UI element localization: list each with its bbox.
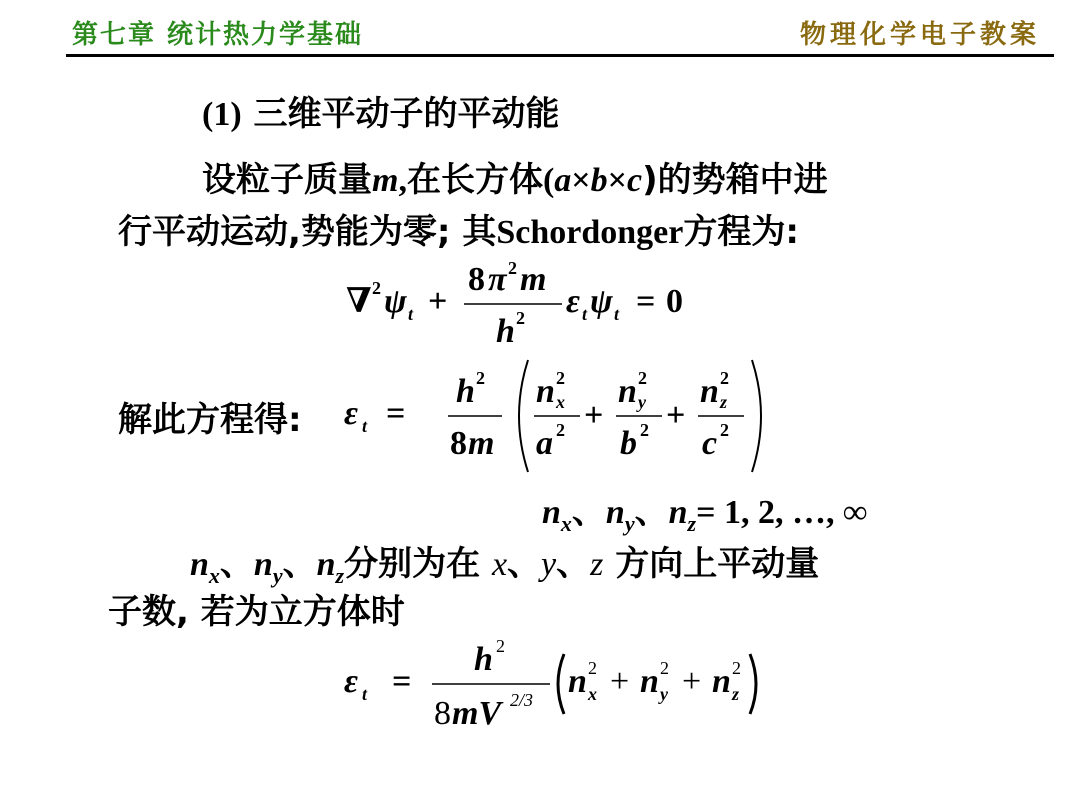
quantum-number-range: $n_x$、$n_y$、$n_z= 1$, 2, …, ∞ [542, 492, 868, 536]
svg-text:2: 2 [640, 420, 649, 440]
range-text: = 1, 2, …, ∞ [696, 494, 868, 531]
intro-line-2 [118, 204, 799, 253]
svg-text:=: = [392, 663, 412, 700]
explain-line-1: $n_x$、$n_y$、$n_z$分别为在 x、y、z 方向上平动量 [190, 544, 820, 588]
separator: 、 [634, 492, 669, 532]
svg-text:2: 2 [372, 278, 381, 298]
svg-text:+: + [682, 663, 702, 700]
svg-text:π: π [488, 261, 507, 298]
svg-text:y: y [638, 392, 646, 412]
svg-text:+: + [610, 663, 630, 700]
header-divider [66, 54, 1054, 57]
svg-text:∇: ∇ [346, 283, 372, 320]
times-sign: × [607, 162, 628, 199]
schrodinger-equation [340, 254, 720, 350]
svg-text:2: 2 [720, 368, 729, 388]
svg-text:ε: ε [344, 663, 358, 700]
section-heading [202, 86, 560, 135]
svg-text:ε: ε [566, 283, 580, 320]
solve-label: 解此方程得: [118, 400, 302, 440]
svg-text:+: + [428, 283, 448, 320]
separator: 、 [507, 544, 542, 584]
section-number: (1) [202, 96, 242, 133]
separator: 、 [282, 544, 317, 584]
svg-text:2: 2 [556, 420, 565, 440]
svg-text:z: z [720, 392, 728, 412]
axis-x: x [491, 546, 508, 583]
svg-text:t: t [362, 416, 368, 436]
times-sign: × [571, 162, 591, 199]
section-title: 三维平动子的平动能 [253, 94, 560, 134]
svg-text:8: 8 [450, 425, 467, 462]
intro-text: )的势箱中进 [642, 160, 828, 200]
svg-text:2: 2 [660, 658, 669, 678]
svg-text:n: n [536, 373, 555, 410]
svg-text:2: 2 [720, 420, 729, 440]
svg-text:2: 2 [476, 368, 485, 388]
separator: 、 [219, 544, 254, 584]
dim-b: b [590, 162, 608, 199]
svg-text:n: n [568, 663, 587, 700]
intro-text: ,在长方体( [398, 162, 555, 199]
explain-text: 分别为在 [344, 544, 481, 584]
svg-text:t: t [362, 684, 368, 704]
svg-text:ψ: ψ [590, 283, 613, 320]
equation-name: Schordonger [496, 214, 684, 251]
dim-c: c [627, 162, 643, 199]
svg-text:mV: mV [452, 695, 502, 732]
cube-energy-equation [340, 630, 800, 740]
svg-text:8: 8 [468, 261, 485, 298]
svg-text:n: n [618, 373, 637, 410]
svg-text:h: h [474, 641, 493, 678]
svg-text:x: x [588, 684, 597, 704]
course-header: 物理化学电子教案 [799, 20, 1040, 50]
svg-text:h: h [496, 313, 515, 350]
svg-text:0: 0 [666, 283, 683, 320]
svg-text:+: + [666, 397, 686, 434]
svg-text:t: t [614, 304, 620, 324]
svg-text:c: c [702, 425, 718, 462]
mass-symbol: m [372, 162, 399, 199]
svg-text:t: t [582, 304, 588, 324]
svg-text:2: 2 [496, 636, 505, 656]
intro-text: 设粒子质量 [202, 160, 372, 200]
axis-z: z [590, 546, 604, 583]
svg-text:2: 2 [638, 368, 647, 388]
intro-text: 方程为: [683, 212, 799, 252]
svg-text:n: n [700, 373, 719, 410]
svg-text:+: + [584, 397, 604, 434]
intro-text: 行平动运动,势能为零; 其 [118, 212, 497, 252]
svg-text:=: = [386, 395, 406, 432]
svg-text:2: 2 [556, 368, 565, 388]
svg-text:2: 2 [732, 658, 741, 678]
svg-text:2/3: 2/3 [510, 690, 534, 710]
svg-text:t: t [408, 304, 414, 324]
svg-text:2: 2 [516, 308, 525, 328]
svg-text:2: 2 [588, 658, 597, 678]
svg-text:ψ: ψ [384, 283, 407, 320]
svg-text:h: h [456, 373, 475, 410]
svg-text:8: 8 [434, 695, 451, 732]
svg-text:b: b [620, 425, 637, 462]
svg-text:m: m [468, 425, 495, 462]
svg-text:a: a [536, 425, 553, 462]
svg-text:2: 2 [508, 258, 517, 278]
separator: 、 [571, 492, 606, 532]
energy-equation [340, 350, 780, 484]
svg-text:n: n [712, 663, 731, 700]
svg-text:ε: ε [344, 395, 358, 432]
chapter-header: 第七章 统计热力学基础 [72, 20, 364, 50]
intro-line-1 [202, 152, 828, 201]
svg-text:=: = [636, 283, 656, 320]
dim-a: a [554, 162, 572, 199]
svg-text:x: x [556, 392, 565, 412]
explain-text: 方向上平动量 [615, 544, 820, 584]
svg-text:y: y [660, 684, 668, 704]
axis-y: y [541, 546, 557, 583]
explain-line-2: 子数, 若为立方体时 [108, 592, 405, 632]
separator: 、 [556, 544, 591, 584]
svg-text:m: m [520, 261, 547, 298]
svg-text:z: z [732, 684, 740, 704]
svg-text:n: n [640, 663, 659, 700]
